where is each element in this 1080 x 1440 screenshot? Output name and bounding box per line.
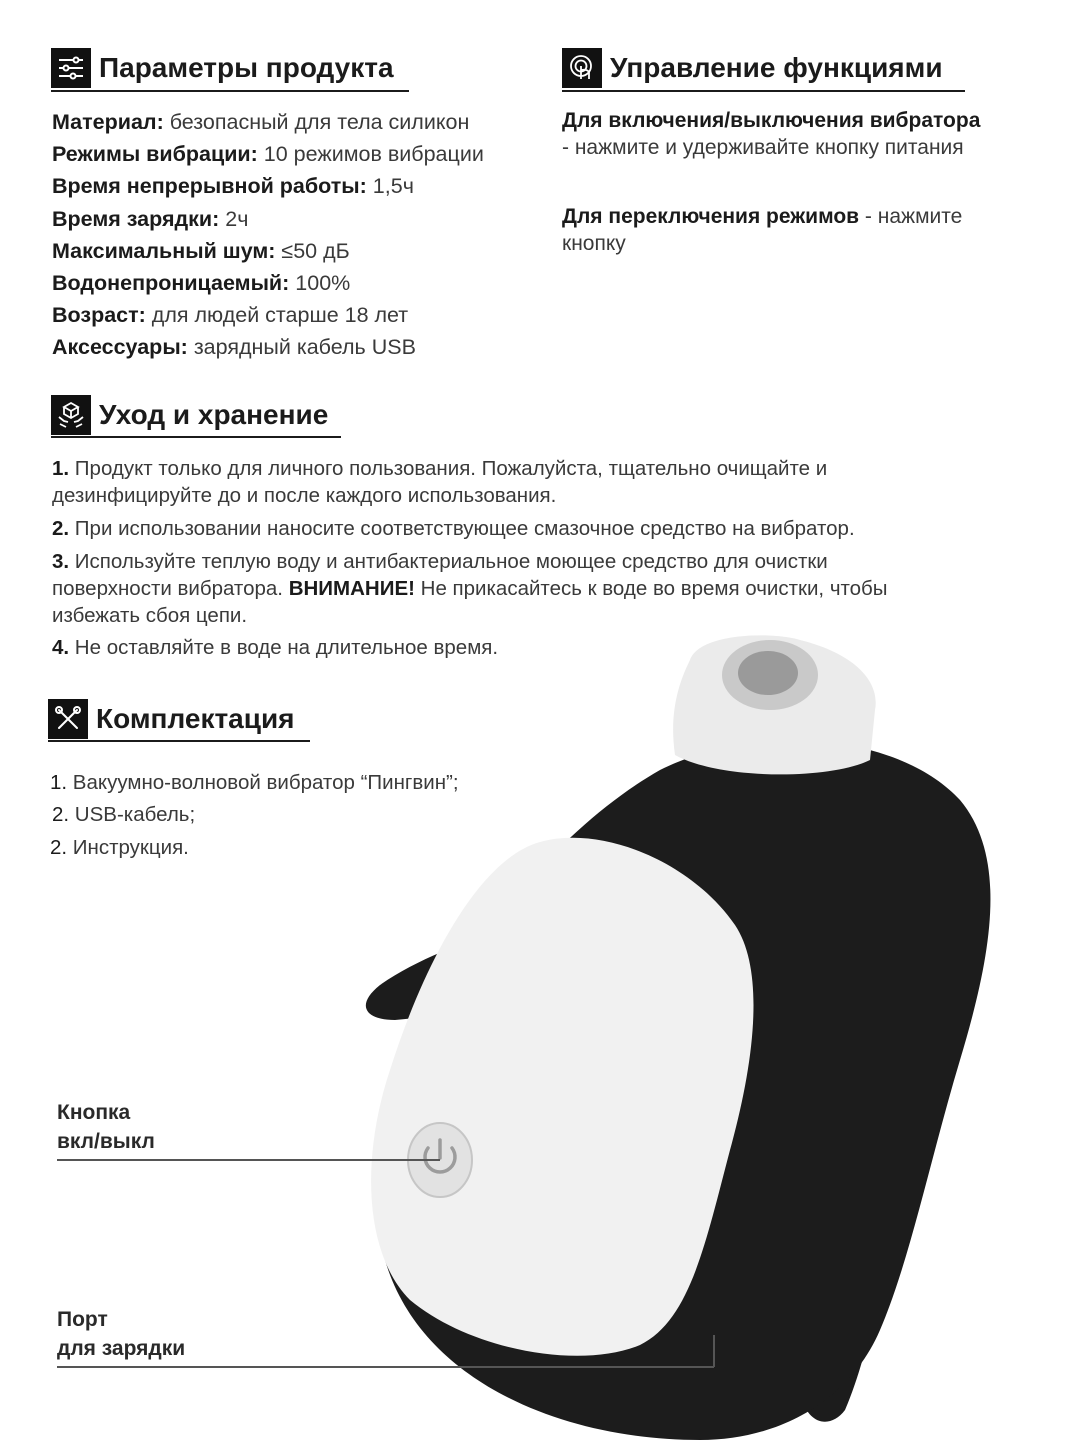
param-row: Максимальный шум: ≤50 дБ [52, 238, 350, 263]
kit-item: 1. Вакуумно-волновой вибратор “Пингвин”; [50, 771, 459, 794]
care-header [51, 395, 328, 435]
power-callout-line [57, 1159, 440, 1161]
controls-power-text: Для включения/выключения вибратора - нажмите и удерживайте кнопку питания [562, 109, 981, 159]
param-row: Материал: безопасный для тела силикон [52, 110, 470, 134]
box-hands-icon [51, 395, 91, 435]
care-item: 3. Используйте теплую воду и антибактериальное моющее средство для очистки поверхности вибратора. ВНИМАНИЕ! Не прикасайтесь к воде во время очистки, чтобы избежать сбоя цепи. [52, 550, 888, 627]
params-header [51, 48, 394, 88]
kit-title: Комплектация [96, 703, 295, 734]
params-list [52, 106, 484, 364]
param-row: Время непрерывной работы: 1,5ч [52, 174, 414, 199]
param-row: Возраст: для людей старше 18 лет [52, 303, 409, 328]
care-underline [51, 436, 341, 438]
kit-header [48, 699, 295, 739]
controls-mode-text: Для переключения режимов - нажмите кнопку [562, 205, 963, 255]
power-button-callout: Кнопка вкл/выкл [57, 1101, 155, 1153]
care-item: 1. Продукт только для личного пользования. Пожалуйста, тщательно очищайте и дезинфицируйте до и после каждого использования. [52, 457, 828, 507]
controls-title: Управление функциями [610, 52, 943, 83]
penguin-vibrator-image [340, 620, 1060, 1440]
care-title: Уход и хранение [99, 399, 329, 430]
care-item: 2. При использовании наносите соответствующее смазочное средство на вибратор. [52, 517, 855, 540]
tools-icon [48, 699, 88, 739]
kit-item: 2. Инструкция. [50, 836, 189, 859]
controls-header [562, 48, 943, 88]
param-row: Время зарядки: 2ч [52, 206, 249, 231]
charging-port-callout: Порт для зарядки [57, 1308, 186, 1360]
sliders-icon [51, 48, 91, 88]
port-callout-tick [713, 1335, 715, 1367]
kit-item: 2. USB-кабель; [52, 803, 196, 826]
param-row: Аксессуары: зарядный кабель USB [52, 335, 416, 360]
care-item: 4. Не оставляйте в воде на длительное время. [52, 636, 499, 659]
param-row: Режимы вибрации: 10 режимов вибрации [52, 142, 484, 167]
param-row: Водонепроницаемый: 100% [52, 271, 351, 296]
kit-underline [48, 740, 310, 742]
touch-icon [562, 48, 602, 88]
controls-underline [562, 90, 965, 92]
params-title: Параметры продукта [99, 52, 394, 83]
params-underline [51, 90, 409, 92]
port-callout-line [57, 1366, 714, 1368]
